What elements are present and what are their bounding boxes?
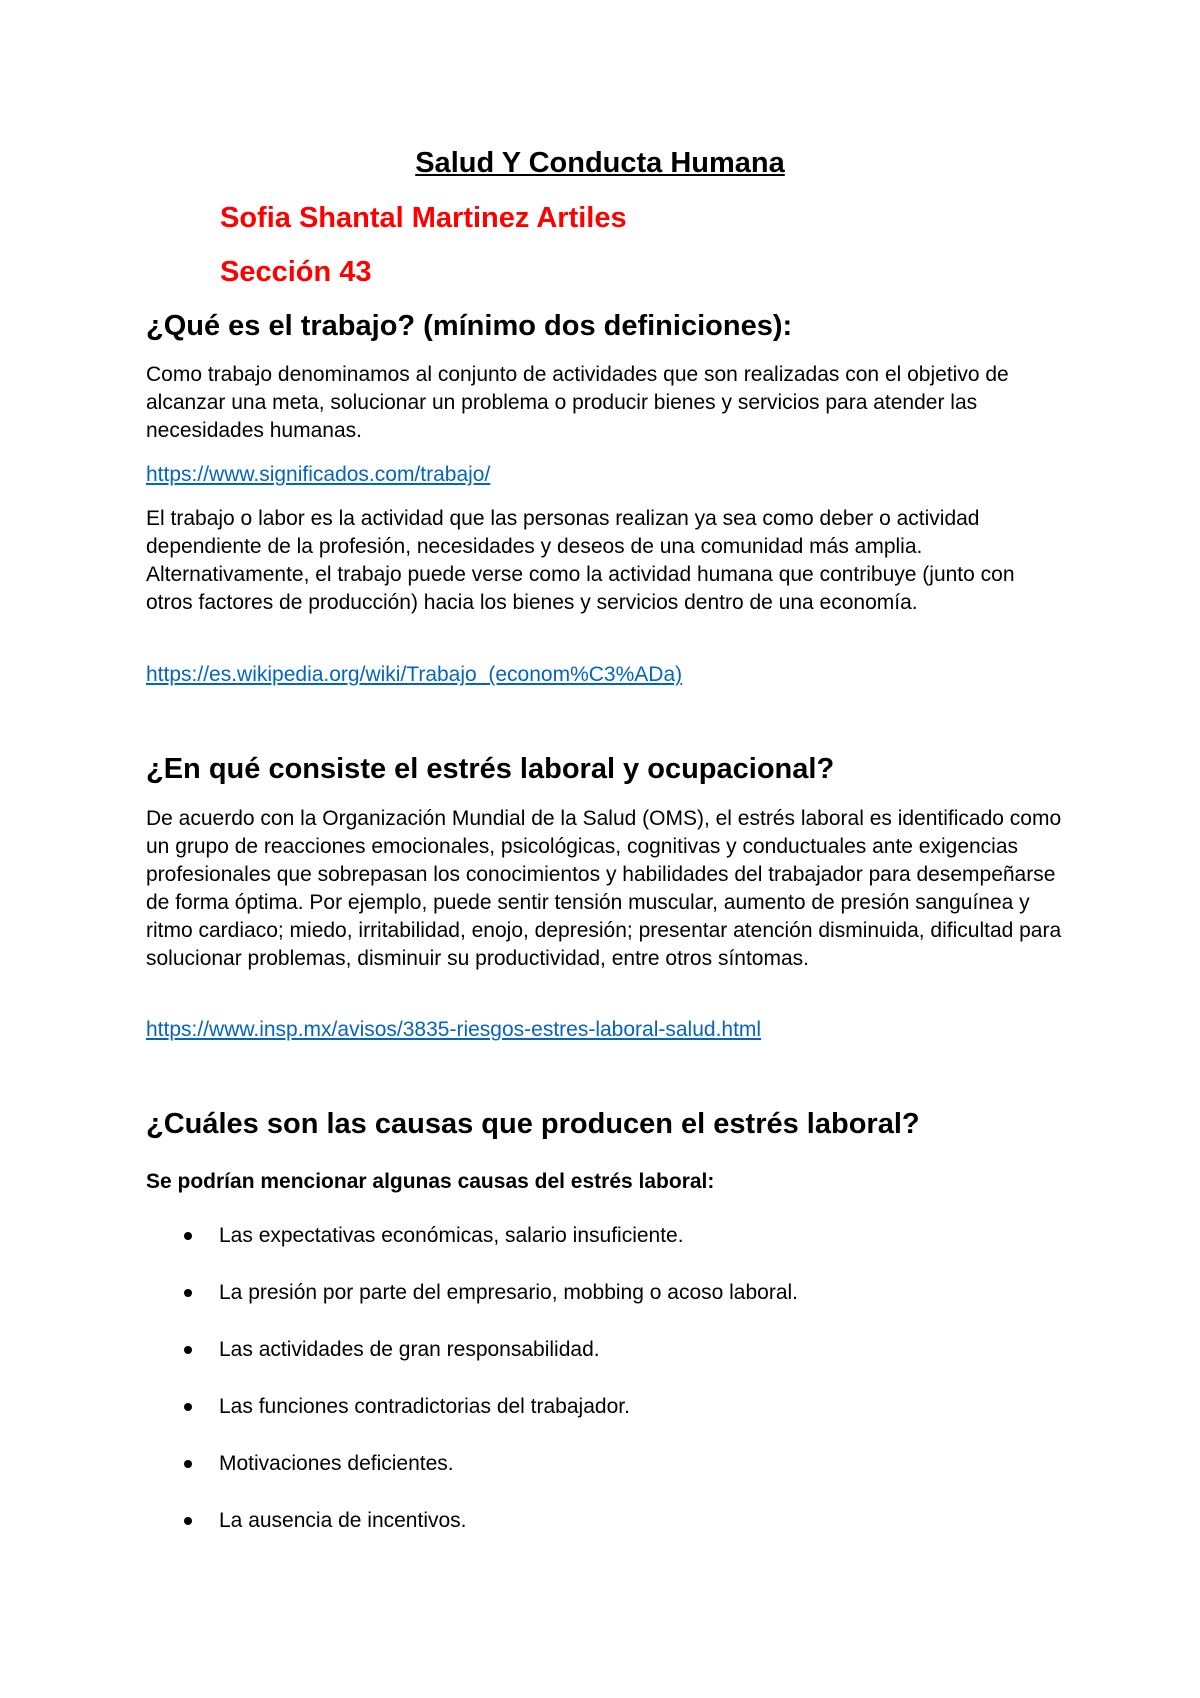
bullet-icon xyxy=(184,1403,192,1411)
section2-paragraph: De acuerdo con la Organización Mundial de la Salud (OMS), el estrés laboral es identificado como un grupo de reacciones emocionales, psicológicas, cognitivas y conductuales ante exigencias profesionales que sobrepasan los conocimientos y habilidades del trabajador para desempeñarse de forma óptima. Por ejemplo, puede sentir tensión muscular, aumento de presión sanguínea y ritmo cardiaco; miedo, irritabilidad, enojo, depresión; presentar atención disminuida, dificultad para solucionar problemas, disminuir su productividad, entre otros síntomas. xyxy=(146,807,1062,970)
section1-paragraph1: Como trabajo denominamos al conjunto de actividades que son realizadas con el objetivo de alcanzar una meta, solucionar un problema o producir bienes y servicios para atender las necesidades humanas. xyxy=(146,363,1009,442)
section1-paragraph2: El trabajo o labor es la actividad que las personas realizan ya sea como deber o actividad dependiente de la profesión, necesidades y deseos de una comunidad más amplia. Alternativamente, el trabajo puede verse como la actividad humana que contribuye (junto con otros factores de producción) hacia los bienes y servicios dentro de una economía. xyxy=(146,507,1015,614)
bullet-icon xyxy=(184,1289,192,1297)
author-name: Sofia Shantal Martinez Artiles xyxy=(220,202,627,234)
section1-link1-wrapper xyxy=(146,461,490,489)
list-item-text: Motivaciones deficientes. xyxy=(219,1452,454,1475)
author-section: Sección 43 xyxy=(220,256,372,288)
list-item xyxy=(146,1336,798,1393)
bullet-icon xyxy=(184,1517,192,1525)
list-item-text: Las funciones contradictorias del trabajador. xyxy=(219,1395,630,1418)
document-title: Salud Y Conducta Humana xyxy=(415,147,785,179)
section2-heading: ¿En qué consiste el estrés laboral y ocupacional? xyxy=(146,753,835,785)
bullet-icon xyxy=(184,1346,192,1354)
list-item-text: La presión por parte del empresario, mobbing o acoso laboral. xyxy=(219,1281,799,1304)
list-item-text: Las expectativas económicas, salario insuficiente. xyxy=(219,1224,684,1247)
list-item xyxy=(146,1507,798,1564)
list-item xyxy=(146,1222,798,1279)
section1-link1[interactable]: https://www.significados.com/trabajo/ xyxy=(146,463,491,486)
bullet-icon xyxy=(184,1232,192,1240)
causes-list xyxy=(146,1222,798,1564)
section1-heading: ¿Qué es el trabajo? (mínimo dos definiciones): xyxy=(146,310,793,342)
section1-link2[interactable]: https://es.wikipedia.org/wiki/Trabajo_(econom%C3%ADa) xyxy=(146,663,683,686)
list-item-text: Las actividades de gran responsabilidad. xyxy=(219,1338,600,1361)
section3-heading: ¿Cuáles son las causas que producen el estrés laboral? xyxy=(146,1108,920,1140)
section3-intro: Se podrían mencionar algunas causas del estrés laboral: xyxy=(146,1170,715,1193)
section1-link2-wrapper xyxy=(146,661,682,689)
list-item xyxy=(146,1279,798,1336)
section2-link-wrapper xyxy=(146,1016,761,1044)
list-item-text: La ausencia de incentivos. xyxy=(219,1509,467,1532)
list-item xyxy=(146,1393,798,1450)
list-item xyxy=(146,1450,798,1507)
section2-link[interactable]: https://www.insp.mx/avisos/3835-riesgos-estres-laboral-salud.html xyxy=(146,1018,762,1041)
bullet-icon xyxy=(184,1460,192,1468)
